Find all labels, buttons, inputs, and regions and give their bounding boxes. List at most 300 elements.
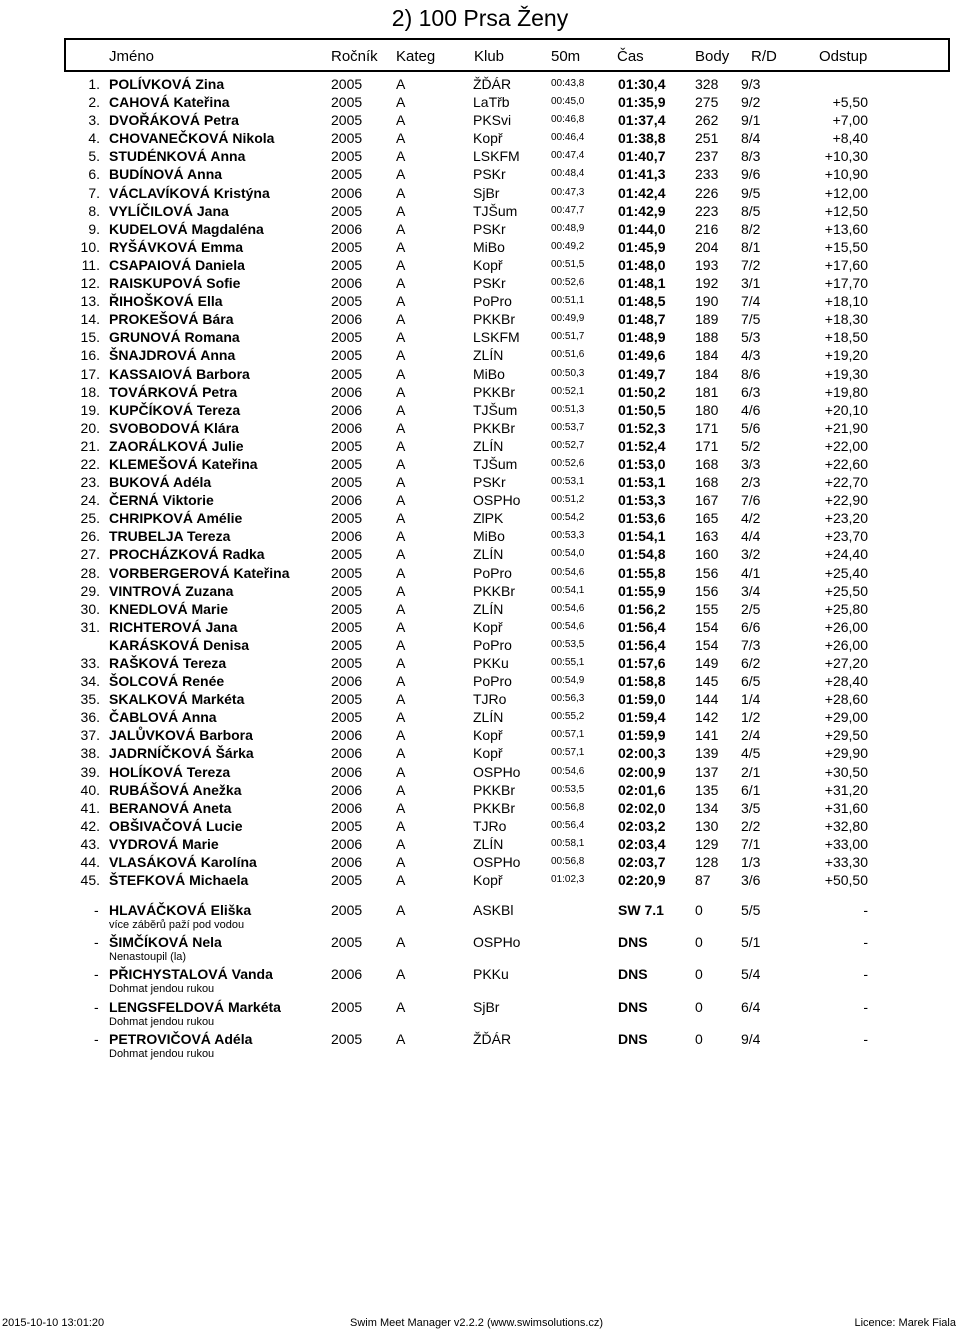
- year-cell: 2005: [331, 365, 363, 382]
- split-cell: 00:51,1: [551, 295, 585, 307]
- rank-cell: 7.: [88, 184, 100, 201]
- rank-cell: 42.: [80, 817, 100, 834]
- rank-cell: 5.: [88, 148, 100, 165]
- club-cell: PSKr: [473, 474, 506, 491]
- table-row: [0, 274, 960, 292]
- name-cell: ŘIHOŠKOVÁ Ella: [109, 293, 223, 310]
- gap-cell: +22,00: [824, 437, 868, 454]
- category-cell: A: [396, 835, 406, 852]
- year-cell: 2005: [331, 510, 363, 527]
- time-cell: 02:03,2: [618, 817, 666, 834]
- table-row: [0, 636, 960, 654]
- disqualified-row: [0, 1031, 960, 1063]
- gap-cell: +33,30: [824, 854, 868, 871]
- dash-cell: -: [94, 966, 99, 983]
- split-cell: 00:45,0: [551, 96, 585, 108]
- split-cell: 00:54,6: [551, 620, 585, 632]
- status-cell: DNS: [618, 1031, 648, 1048]
- year-cell: 2005: [331, 655, 363, 671]
- year-cell: 2006: [331, 528, 363, 545]
- club-cell: SjBr: [473, 184, 500, 201]
- club-cell: PKKu: [473, 655, 509, 671]
- table-row: [0, 835, 960, 853]
- gap-cell: +18,50: [824, 329, 868, 346]
- name-cell: TOVÁRKOVÁ Petra: [109, 383, 238, 400]
- time-cell: 01:54,1: [618, 528, 666, 545]
- name-cell: JALŮVKOVÁ Barbora: [109, 727, 253, 744]
- rank-cell: 28.: [80, 564, 100, 581]
- rank-cell: 33.: [80, 655, 100, 671]
- category-cell: A: [396, 854, 406, 871]
- heat-lane-cell: 2/2: [741, 817, 761, 834]
- note-cell: Dohmat jendou rukou: [109, 983, 215, 996]
- points-cell: 155: [695, 600, 719, 617]
- year-cell: 2005: [331, 872, 363, 889]
- points-cell: 163: [695, 528, 719, 545]
- gap-cell: +23,70: [824, 528, 868, 545]
- gap-cell: +19,20: [824, 347, 868, 364]
- category-cell: A: [396, 311, 406, 328]
- heat-lane-cell: 5/5: [741, 901, 761, 918]
- time-cell: 01:55,8: [618, 564, 666, 581]
- name-cell: SKALKOVÁ Markéta: [109, 691, 245, 708]
- name-cell: CAHOVÁ Kateřina: [109, 94, 230, 111]
- table-row: [0, 419, 960, 437]
- points-cell: 184: [695, 347, 719, 364]
- gap-cell: -: [863, 998, 868, 1015]
- rank-cell: 19.: [80, 401, 100, 418]
- rank-cell: 3.: [88, 112, 100, 129]
- category-cell: A: [396, 130, 406, 147]
- name-cell: KUPČÍKOVÁ Tereza: [109, 401, 241, 418]
- gap-cell: -: [863, 901, 868, 918]
- rank-cell: 45.: [80, 872, 100, 889]
- dash-cell: -: [94, 998, 99, 1015]
- time-cell: 01:42,4: [618, 184, 666, 201]
- time-cell: 01:56,4: [618, 618, 666, 635]
- gap-cell: +8,40: [832, 130, 868, 147]
- gap-cell: +22,70: [824, 474, 868, 491]
- category-cell: A: [396, 799, 406, 816]
- heat-lane-cell: 3/2: [741, 546, 761, 563]
- heat-lane-cell: 5/4: [741, 966, 761, 983]
- year-cell: 2006: [331, 401, 363, 418]
- split-cell: 00:51,5: [551, 258, 585, 270]
- name-cell: BERANOVÁ Aneta: [109, 799, 232, 816]
- points-cell: 142: [695, 709, 719, 726]
- table-row: [0, 75, 960, 93]
- heat-lane-cell: 9/3: [741, 76, 761, 92]
- table-row: [0, 726, 960, 744]
- gap-cell: -: [863, 1031, 868, 1048]
- header-category: Kateg: [396, 48, 436, 65]
- club-cell: Kopř: [473, 256, 503, 273]
- category-cell: A: [396, 727, 406, 744]
- category-cell: A: [396, 455, 406, 472]
- table-row: [0, 600, 960, 618]
- name-cell: CSAPAIOVÁ Daniela: [109, 256, 245, 273]
- year-cell: 2005: [331, 546, 363, 563]
- name-cell: JADRNÍČKOVÁ Šárka: [109, 745, 254, 762]
- category-cell: A: [396, 184, 406, 201]
- category-cell: A: [396, 673, 406, 690]
- rank-cell: 40.: [80, 781, 100, 798]
- points-cell: 145: [695, 673, 719, 690]
- name-cell: CHRIPKOVÁ Amélie: [109, 510, 243, 527]
- split-cell: 00:51,7: [551, 331, 585, 343]
- heat-lane-cell: 9/4: [741, 1031, 761, 1048]
- year-cell: 2005: [331, 709, 363, 726]
- gap-cell: +26,00: [824, 636, 868, 653]
- time-cell: 01:40,7: [618, 148, 666, 165]
- category-cell: A: [396, 709, 406, 726]
- heat-lane-cell: 3/4: [741, 582, 761, 599]
- header-points: Body: [695, 48, 730, 65]
- category-cell: A: [396, 1031, 406, 1048]
- points-cell: 193: [695, 256, 719, 273]
- category-cell: A: [396, 872, 406, 889]
- heat-lane-cell: 4/1: [741, 564, 761, 581]
- rank-cell: 41.: [80, 799, 100, 816]
- category-cell: A: [396, 401, 406, 418]
- header-time: Čas: [617, 48, 644, 65]
- category-cell: A: [396, 510, 406, 527]
- club-cell: Kopř: [473, 745, 503, 762]
- table-row: [0, 853, 960, 871]
- time-cell: 01:55,9: [618, 582, 666, 599]
- results-table: [0, 75, 960, 889]
- points-cell: 189: [695, 311, 719, 328]
- time-cell: 01:30,4: [618, 76, 666, 92]
- heat-lane-cell: 6/3: [741, 383, 761, 400]
- category-cell: A: [396, 966, 406, 983]
- gap-cell: +33,00: [824, 835, 868, 852]
- points-cell: 180: [695, 401, 719, 418]
- rank-cell: 34.: [80, 673, 100, 690]
- status-cell: DNS: [618, 966, 648, 983]
- time-cell: 01:58,8: [618, 673, 666, 690]
- table-row: [0, 292, 960, 310]
- time-cell: 01:38,8: [618, 130, 666, 147]
- category-cell: A: [396, 365, 406, 382]
- header-club: Klub: [474, 48, 505, 65]
- year-cell: 2006: [331, 745, 363, 762]
- split-cell: 00:54,1: [551, 584, 585, 596]
- rank-cell: 26.: [80, 528, 100, 545]
- name-cell: ČABLOVÁ Anna: [109, 709, 217, 726]
- name-cell: VINTROVÁ Zuzana: [109, 582, 234, 599]
- rank-cell: 16.: [80, 347, 100, 364]
- points-cell: 262: [695, 112, 719, 129]
- dash-cell: -: [94, 901, 99, 918]
- year-cell: 2005: [331, 691, 363, 708]
- time-cell: 01:59,4: [618, 709, 666, 726]
- split-cell: 00:57,1: [551, 729, 585, 741]
- category-cell: A: [396, 745, 406, 762]
- heat-lane-cell: 5/3: [741, 329, 761, 346]
- heat-lane-cell: 1/3: [741, 854, 761, 871]
- split-cell: 00:54,2: [551, 512, 585, 524]
- time-cell: 02:00,9: [618, 763, 666, 780]
- time-cell: 01:53,0: [618, 455, 666, 472]
- name-cell: ŠOLCOVÁ Renée: [109, 673, 225, 690]
- gap-cell: +25,50: [824, 582, 868, 599]
- year-cell: 2005: [331, 238, 363, 255]
- year-cell: 2006: [331, 184, 363, 201]
- heat-lane-cell: 5/1: [741, 933, 761, 950]
- split-cell: 00:49,2: [551, 240, 585, 252]
- club-cell: TJŠum: [473, 455, 518, 472]
- club-cell: LaTřb: [473, 94, 510, 111]
- name-cell: CHOVANEČKOVÁ Nikola: [109, 130, 275, 147]
- category-cell: A: [396, 76, 406, 92]
- note-cell: Dohmat jendou rukou: [109, 1048, 215, 1061]
- table-row: [0, 799, 960, 817]
- club-cell: PoPro: [473, 673, 512, 690]
- year-cell: 2005: [331, 636, 363, 653]
- year-cell: 2006: [331, 763, 363, 780]
- club-cell: TJŠum: [473, 202, 518, 219]
- gap-cell: +22,90: [824, 492, 868, 509]
- year-cell: 2005: [331, 130, 363, 147]
- split-cell: 00:46,8: [551, 114, 585, 126]
- table-row: [0, 437, 960, 455]
- year-cell: 2006: [331, 220, 363, 237]
- points-cell: 128: [695, 854, 719, 871]
- footer-software: Swim Meet Manager v2.2.2 (www.swimsolutions.cz): [350, 1317, 604, 1329]
- rank-cell: 17.: [80, 365, 100, 382]
- gap-cell: +17,60: [824, 256, 868, 273]
- gap-cell: +10,30: [824, 148, 868, 165]
- table-row: [0, 708, 960, 726]
- table-row: [0, 310, 960, 328]
- table-row: [0, 220, 960, 238]
- split-cell: 00:54,6: [551, 765, 585, 777]
- time-cell: 02:00,3: [618, 745, 666, 762]
- split-cell: 00:51,3: [551, 403, 585, 415]
- name-cell: HOLÍKOVÁ Tereza: [109, 763, 231, 780]
- points-cell: 0: [695, 1031, 703, 1048]
- rank-cell: 18.: [80, 383, 100, 400]
- split-cell: 00:52,1: [551, 385, 585, 397]
- points-cell: 204: [695, 238, 719, 255]
- name-cell: KASSAIOVÁ Barbora: [109, 365, 250, 382]
- gap-cell: +32,80: [824, 817, 868, 834]
- points-cell: 139: [695, 745, 719, 762]
- points-cell: 188: [695, 329, 719, 346]
- club-cell: ZLÍN: [473, 709, 504, 726]
- time-cell: 01:49,7: [618, 365, 666, 382]
- name-cell: TRUBELJA Tereza: [109, 528, 231, 545]
- gap-cell: -: [863, 966, 868, 983]
- table-row: [0, 582, 960, 600]
- time-cell: 01:41,3: [618, 166, 666, 183]
- club-cell: ŽĎÁR: [473, 76, 512, 92]
- heat-lane-cell: 3/1: [741, 275, 761, 292]
- year-cell: 2005: [331, 94, 363, 111]
- name-cell: BUKOVÁ Adéla: [109, 474, 212, 491]
- split-cell: 00:47,4: [551, 150, 585, 162]
- rank-cell: 9.: [88, 220, 100, 237]
- name-cell: VLASÁKOVÁ Karolína: [109, 854, 257, 871]
- heat-lane-cell: 1/4: [741, 691, 761, 708]
- club-cell: LSKFM: [473, 148, 520, 165]
- category-cell: A: [396, 546, 406, 563]
- club-cell: MiBo: [473, 238, 505, 255]
- category-cell: A: [396, 691, 406, 708]
- table-row: [0, 401, 960, 419]
- year-cell: 2006: [331, 492, 363, 509]
- table-row: [0, 147, 960, 165]
- category-cell: A: [396, 347, 406, 364]
- name-cell: RAŠKOVÁ Tereza: [109, 655, 227, 671]
- table-row: [0, 365, 960, 383]
- split-cell: 00:54,9: [551, 675, 585, 687]
- gap-cell: +18,30: [824, 311, 868, 328]
- category-cell: A: [396, 655, 406, 671]
- rank-cell: 25.: [80, 510, 100, 527]
- table-row: [0, 473, 960, 491]
- name-cell: RYŠÁVKOVÁ Emma: [109, 238, 244, 255]
- heat-lane-cell: 7/5: [741, 311, 761, 328]
- club-cell: MiBo: [473, 528, 505, 545]
- club-cell: PSKr: [473, 220, 506, 237]
- split-cell: 00:54,6: [551, 566, 585, 578]
- heat-lane-cell: 5/2: [741, 437, 761, 454]
- points-cell: 233: [695, 166, 719, 183]
- heat-lane-cell: 8/3: [741, 148, 761, 165]
- heat-lane-cell: 4/3: [741, 347, 761, 364]
- year-cell: 2005: [331, 437, 363, 454]
- rank-cell: 11.: [81, 256, 100, 273]
- year-cell: 2005: [331, 76, 363, 92]
- name-cell: KLEMEŠOVÁ Kateřina: [109, 455, 258, 472]
- split-cell: 00:56,8: [551, 856, 585, 868]
- disqualified-row: [0, 999, 960, 1031]
- points-cell: 192: [695, 275, 719, 292]
- category-cell: A: [396, 528, 406, 545]
- year-cell: 2005: [331, 329, 363, 346]
- year-cell: 2005: [331, 933, 363, 950]
- split-cell: 00:52,6: [551, 277, 585, 289]
- time-cell: 01:35,9: [618, 94, 666, 111]
- time-cell: 01:53,6: [618, 510, 666, 527]
- header-heat-lane: R/D: [751, 48, 777, 65]
- time-cell: 01:56,2: [618, 600, 666, 617]
- category-cell: A: [396, 148, 406, 165]
- club-cell: ASKBl: [473, 901, 514, 918]
- name-cell: ČERNÁ Viktorie: [109, 492, 214, 509]
- table-row: [0, 383, 960, 401]
- category-cell: A: [396, 582, 406, 599]
- time-cell: 02:20,9: [618, 872, 666, 889]
- club-cell: Kopř: [473, 872, 503, 889]
- club-cell: OSPHo: [473, 854, 521, 871]
- gap-cell: +25,80: [824, 600, 868, 617]
- table-row: [0, 346, 960, 364]
- year-cell: 2006: [331, 966, 363, 983]
- name-cell: STUDÉNKOVÁ Anna: [109, 148, 246, 165]
- points-cell: 223: [695, 202, 719, 219]
- name-cell: OBŠIVAČOVÁ Lucie: [109, 817, 243, 834]
- rank-cell: 15.: [80, 329, 100, 346]
- club-cell: PoPro: [473, 564, 512, 581]
- gap-cell: +18,10: [824, 293, 868, 310]
- rank-cell: 24.: [80, 492, 100, 509]
- gap-cell: +7,00: [832, 112, 868, 129]
- split-cell: 00:56,4: [551, 819, 585, 831]
- disqualified-row: [0, 934, 960, 966]
- heat-lane-cell: 8/5: [741, 202, 761, 219]
- gap-cell: +31,60: [824, 799, 868, 816]
- table-row: [0, 545, 960, 563]
- year-cell: 2006: [331, 854, 363, 871]
- table-header: [64, 38, 950, 72]
- rank-cell: 31.: [80, 618, 100, 635]
- table-row: [0, 527, 960, 545]
- year-cell: 2006: [331, 275, 363, 292]
- table-row: [0, 654, 960, 672]
- gap-cell: +21,90: [824, 419, 868, 436]
- heat-lane-cell: 3/3: [741, 455, 761, 472]
- category-cell: A: [396, 383, 406, 400]
- points-cell: 0: [695, 933, 703, 950]
- heat-lane-cell: 6/6: [741, 618, 761, 635]
- gap-cell: +29,50: [824, 727, 868, 744]
- disqualified-row: [0, 966, 960, 998]
- rank-cell: 20.: [80, 419, 100, 436]
- heat-lane-cell: 9/2: [741, 94, 761, 111]
- time-cell: 02:03,4: [618, 835, 666, 852]
- gap-cell: +28,40: [824, 673, 868, 690]
- club-cell: MiBo: [473, 365, 505, 382]
- rank-cell: 22.: [80, 455, 100, 472]
- heat-lane-cell: 1/2: [741, 709, 761, 726]
- club-cell: PKKu: [473, 966, 509, 983]
- gap-cell: +50,50: [824, 872, 868, 889]
- time-cell: 01:42,9: [618, 202, 666, 219]
- name-cell: ŠTEFKOVÁ Michaela: [109, 872, 249, 889]
- points-cell: 129: [695, 835, 719, 852]
- table-row: [0, 763, 960, 781]
- name-cell: KUDELOVÁ Magdaléna: [109, 220, 264, 237]
- category-cell: A: [396, 112, 406, 129]
- points-cell: 0: [695, 901, 703, 918]
- club-cell: TJRo: [473, 817, 507, 834]
- club-cell: OSPHo: [473, 492, 521, 509]
- points-cell: 171: [695, 437, 719, 454]
- club-cell: LSKFM: [473, 329, 520, 346]
- split-cell: 00:51,2: [551, 494, 585, 506]
- time-cell: 02:03,7: [618, 854, 666, 871]
- heat-lane-cell: 4/5: [741, 745, 761, 762]
- category-cell: A: [396, 202, 406, 219]
- club-cell: PKKBr: [473, 582, 516, 599]
- gap-cell: -: [863, 933, 868, 950]
- name-cell: SVOBODOVÁ Klára: [109, 419, 239, 436]
- split-cell: 00:52,7: [551, 439, 585, 451]
- heat-lane-cell: 3/5: [741, 799, 761, 816]
- club-cell: PKKBr: [473, 781, 516, 798]
- name-cell: VORBERGEROVÁ Kateřina: [109, 564, 290, 581]
- club-cell: PKSvi: [473, 112, 512, 129]
- name-cell: VÁCLAVÍKOVÁ Kristýna: [109, 184, 270, 201]
- name-cell: LENGSFELDOVÁ Markéta: [109, 998, 281, 1015]
- table-row: [0, 781, 960, 799]
- time-cell: 01:44,0: [618, 220, 666, 237]
- time-cell: 01:50,5: [618, 401, 666, 418]
- split-cell: 00:55,2: [551, 711, 585, 723]
